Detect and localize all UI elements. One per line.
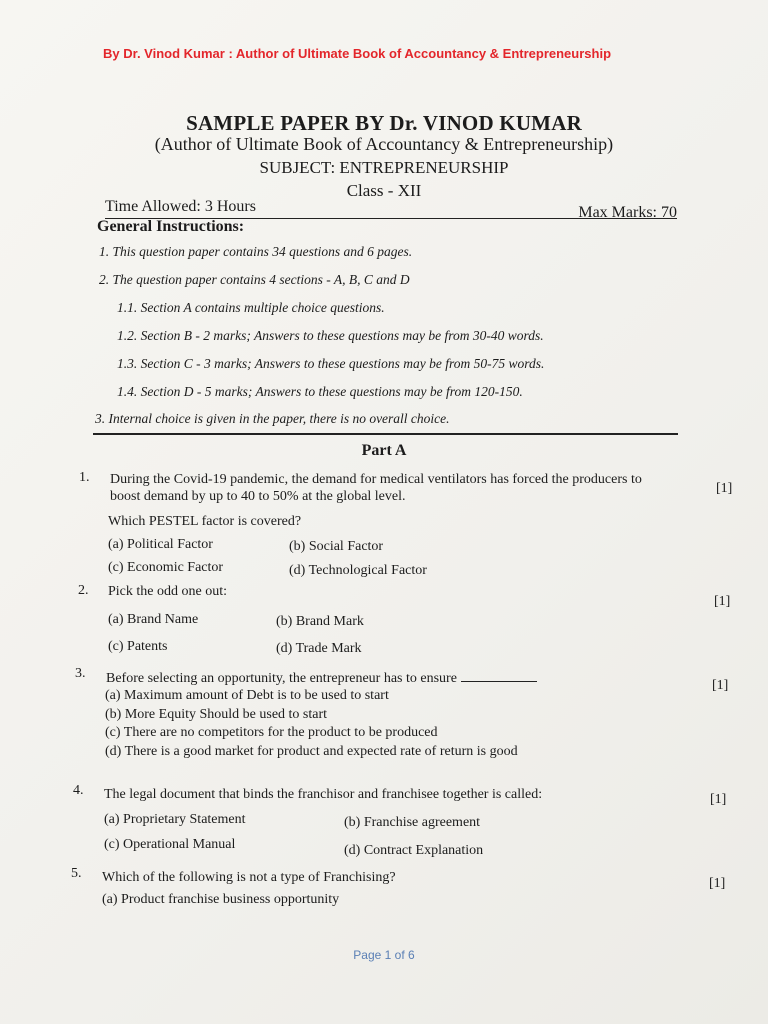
class-line: Class - XII: [346, 181, 422, 200]
question-text: Pick the odd one out:: [108, 584, 227, 599]
option-d: (d) There is a good market for product and expected rate of return is good: [105, 744, 518, 759]
general-instructions-heading: General Instructions:: [97, 218, 245, 235]
instruction-item: 1. This question paper contains 34 questions and 6 pages.: [99, 244, 413, 259]
question-text: Which PESTEL factor is covered?: [108, 514, 302, 529]
option-d: (d) Trade Mark: [276, 641, 362, 656]
option-c: (c) Operational Manual: [104, 837, 236, 852]
section-divider: [93, 433, 678, 435]
question-mark: [1]: [714, 594, 731, 609]
question-mark: [1]: [709, 876, 726, 891]
author-header: By Dr. Vinod Kumar : Author of Ultimate Book of Accountancy & Entrepreneurship: [103, 46, 612, 61]
instruction-item: 1.4. Section D - 5 marks; Answers to these questions may be from 120-150.: [117, 384, 523, 399]
question-text: During the Covid-19 pandemic, the demand for medical ventilators has forced the producers to: [110, 472, 642, 487]
question-text: Before selecting an opportunity, the entrepreneur has to ensure: [106, 671, 457, 686]
question-number: 1.: [79, 470, 90, 485]
question-number: 5.: [71, 866, 82, 881]
option-c: (c) There are no competitors for the product to be produced: [105, 725, 438, 740]
option-b: (b) Social Factor: [289, 539, 384, 554]
option-a: (a) Maximum amount of Debt is to be used to start: [105, 688, 389, 703]
question-mark: [1]: [716, 481, 733, 496]
option-a: (a) Political Factor: [108, 537, 213, 552]
option-c: (c) Patents: [108, 639, 168, 654]
time-marks-row: [105, 198, 677, 219]
question-number: 3.: [75, 666, 86, 681]
option-b: (b) More Equity Should be used to start: [105, 707, 328, 722]
option-d: (d) Contract Explanation: [344, 843, 484, 858]
answer-blank: [461, 669, 537, 682]
option-b: (b) Franchise agreement: [344, 815, 481, 830]
option-a: (a) Brand Name: [108, 612, 199, 627]
instruction-item: 3. Internal choice is given in the paper, there is no overall choice.: [95, 411, 450, 426]
max-marks: Max Marks: 70: [578, 204, 677, 221]
subject-line: SUBJECT: ENTREPRENEURSHIP: [259, 158, 509, 177]
question-text-line: [106, 669, 537, 687]
paper-title: SAMPLE PAPER BY Dr. VINOD KUMAR: [186, 111, 582, 135]
part-a-heading: Part A: [361, 442, 407, 459]
instruction-item: 1.3. Section C - 3 marks; Answers to these questions may be from 50-75 words.: [117, 356, 545, 371]
option-a: (a) Product franchise business opportunity: [102, 892, 340, 907]
question-number: 4.: [73, 783, 84, 798]
instruction-item: 1.1. Section A contains multiple choice questions.: [117, 300, 385, 315]
option-c: (c) Economic Factor: [108, 560, 224, 575]
question-text: boost demand by up to 40 to 50% at the global level.: [110, 489, 406, 504]
page-number: Page 1 of 6: [353, 948, 415, 962]
question-mark: [1]: [712, 678, 729, 693]
option-a: (a) Proprietary Statement: [104, 812, 246, 827]
paper-subtitle: (Author of Ultimate Book of Accountancy & Entrepreneurship): [154, 134, 614, 154]
instruction-item: 1.2. Section B - 2 marks; Answers to these questions may be from 30-40 words.: [117, 328, 544, 343]
question-text: Which of the following is not a type of Franchising?: [102, 870, 396, 885]
option-b: (b) Brand Mark: [276, 614, 364, 629]
instruction-item: 2. The question paper contains 4 sections - A, B, C and D: [99, 272, 410, 287]
time-allowed: Time Allowed: 3 Hours: [105, 198, 256, 215]
question-number: 2.: [78, 583, 89, 598]
option-d: (d) Technological Factor: [289, 563, 427, 578]
question-text: The legal document that binds the franchisor and franchisee together is called:: [104, 787, 543, 802]
question-mark: [1]: [710, 792, 727, 807]
